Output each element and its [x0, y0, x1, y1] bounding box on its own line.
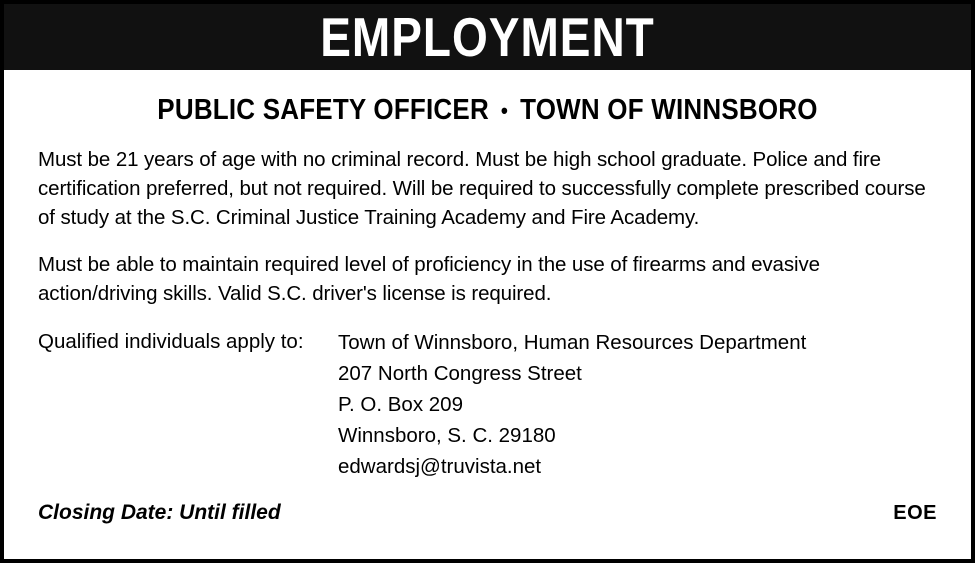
footer [38, 501, 937, 525]
job-title: PUBLIC SAFETY OFFICER [157, 92, 489, 126]
address-line: Winnsboro, S. C. 29180 [338, 424, 556, 448]
eoe-label: EOE [893, 502, 937, 524]
bullet-separator-icon: • [500, 98, 509, 124]
requirements-paragraph-2: Must be able to maintain required level of proficiency in the use of firearms and evasive action/driving skills. Valid S.C. driver's license is required. [38, 253, 820, 306]
ad-body [4, 70, 971, 482]
apply-address [338, 327, 806, 483]
apply-block [38, 327, 937, 483]
job-headline [38, 92, 937, 127]
address-line: P. O. Box 209 [338, 392, 463, 416]
banner [4, 4, 971, 70]
address-line: Town of Winnsboro, Human Resources Department [338, 330, 807, 354]
closing-date: Closing Date: Until filled [38, 501, 281, 524]
requirements-paragraph-1: Must be 21 years of age with no criminal record. Must be high school graduate. Police and fire certification preferred, but not required. Will be required to successfully complete prescribed course of study at the S.C. Criminal Justice Training Academy and Fire Academy. [38, 148, 926, 230]
employer-name: TOWN OF WINNSBORO [520, 92, 818, 126]
address-line: 207 North Congress Street [338, 361, 582, 385]
contact-email[interactable]: edwardsj@truvista.net [338, 455, 542, 479]
apply-label: Qualified individuals apply to: [38, 329, 304, 353]
banner-title: EMPLOYMENT [320, 6, 655, 68]
